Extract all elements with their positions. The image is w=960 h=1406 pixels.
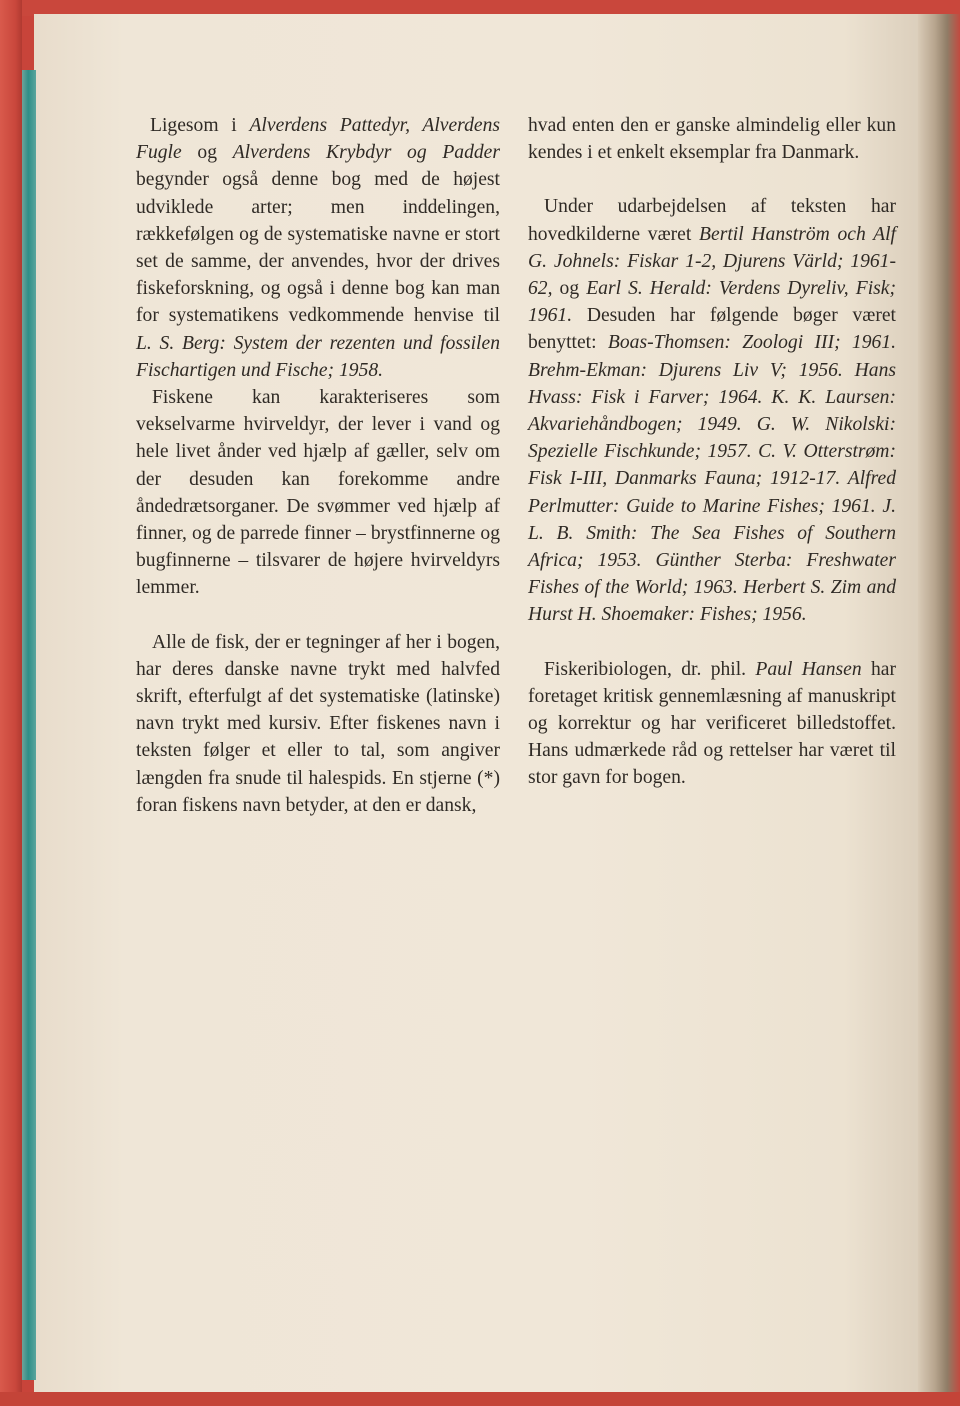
text-run: og [181, 142, 233, 164]
text-run: har foretaget kritisk gennemlæsning af manuskript og korrektur og har verificeret billedstoffet. Hans udmærkede råd og rettelser har været til stor gavn for bogen. [528, 658, 896, 789]
italic-citation: L. S. Berg: System der rezenten und fossilen Fischartigen und Fische; 1958. [136, 332, 500, 381]
sources-paragraph [528, 193, 896, 628]
cover-edge-bottom [0, 1392, 960, 1406]
text-run: og [552, 278, 587, 300]
italic-run: Alverdens Pattedyr, Alverdens Fugle [136, 115, 500, 164]
text-run: Under udarbejdelsen af teksten har hovedkilderne været [528, 196, 896, 245]
italic-citation: Bertil Hanström och Alf G. Johnels: Fiskar 1-2, Djurens Värld; 1961-62, [528, 223, 896, 300]
italic-citation: Earl S. Herald: Verdens Dyreliv, Fisk; 1961. [528, 278, 897, 327]
fish-definition-paragraph: Fiskene kan karakteriseres som vekselvarme hvirveldyr, der lever i vand og hele livet ånder ved hjælp af gæller, selv om der desuden kan forekomme andre åndedrætsorganer. De svømmer ved hjælp af finner, og de parrede finner – brystfinnerne og bugfinnerne – tilsvarer de højere hvirveldyrs lemmer. [136, 387, 500, 599]
cover-edge-left [0, 0, 22, 1406]
text-run: Ligesom i [150, 115, 250, 136]
naming-convention-paragraph: Alle de fisk, der er tegninger af her i bogen, har deres danske navne trykt med halvfed skrift, efterfulgt af det systematiske (latinske) navn trykt med kursiv. Efter fiskenes navn i teksten følger et eller to tal, som angiver længden fra snude til halespids. En stjerne (*) foran fiskens navn betyder, at den er dansk, [136, 631, 500, 816]
text-run: Fiskeribiologen, dr. phil. [544, 658, 756, 680]
acknowledgement-paragraph [528, 656, 896, 792]
text-run: Desuden har følgende bøger været benyttet: [528, 305, 896, 354]
page-edge-shadow [918, 14, 960, 1406]
italic-run: Alverdens Krybdyr og Padder [232, 142, 500, 164]
spine-strip [22, 70, 36, 1380]
intro-paragraph [136, 112, 500, 384]
left-text-column [136, 112, 500, 819]
continued-paragraph: hvad enten den er ganske almindelig eller kun kendes i et enkelt eksemplar fra Danmark. [528, 115, 896, 164]
text-run: begynder også denne bog med de højest udviklede arter; men inddelingen, rækkefølgen og de systematiske navne er stort set de samme, der anvendes, hvor der drives fiskeforskning, og også i denne bog kan man for systematikens vedkommende henvise til [136, 169, 500, 327]
italic-run: Paul Hansen [755, 658, 862, 680]
italic-citation-list: Boas-Thomsen: Zoologi III; 1961. Brehm-Ekman: Djurens Liv V; 1956. Hans Hvass: Fisk i Farver; 1964. K. K. Laursen: Akvariehåndbogen; 1949. G. W. Nikolski: Spezielle Fischkunde; 1957. C. V. Otterstrøm: Fisk I-III, Danmarks Fauna; 1912-17. Alfred Perlmutter: Guide to Marine Fishes; 1961. J. L. B. Smith: The Sea Fishes of Southern Africa; 1953. Günther Sterba: Freshwater Fishes of the World; 1963. Herbert S. Zim and Hurst H. Shoemaker: Fishes; 1956. [528, 332, 896, 626]
right-text-column [528, 112, 896, 792]
